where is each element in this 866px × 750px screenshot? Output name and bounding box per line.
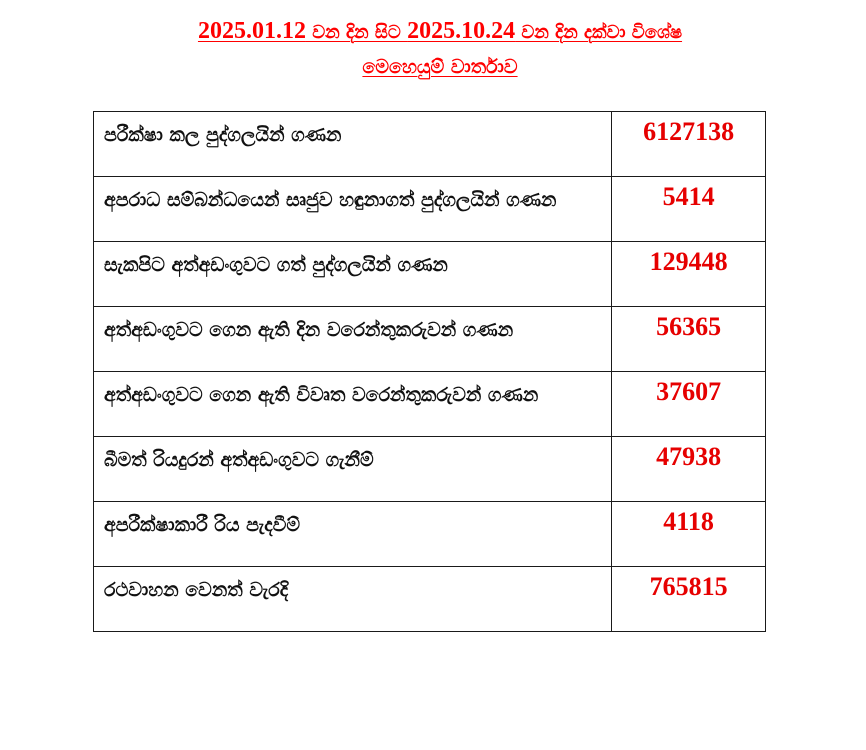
row-value: 129448 bbox=[612, 242, 766, 307]
row-value: 5414 bbox=[612, 177, 766, 242]
report-title bbox=[100, 14, 780, 84]
row-value: 56365 bbox=[612, 307, 766, 372]
table-row bbox=[94, 307, 766, 372]
title-text-2: වන දින දක්වා විශේෂ bbox=[515, 22, 683, 43]
report-title-line-2: මෙහෙයුම් වාර්තාව bbox=[362, 56, 518, 78]
statistics-table bbox=[93, 111, 766, 632]
table-row bbox=[94, 177, 766, 242]
title-text-1: වන දින සිට bbox=[305, 22, 408, 43]
table-row bbox=[94, 372, 766, 437]
row-label: සැකපිට අත්අඩංගුවට ගත් පුද්ගලයින් ගණන bbox=[94, 242, 612, 307]
row-label: අත්අඩංගුවට ගෙන ඇති දින වරෙන්තුකරුවන් ගණන bbox=[94, 307, 612, 372]
row-value: 6127138 bbox=[612, 112, 766, 177]
date-from: 2025.01.12 bbox=[197, 18, 306, 44]
row-label: අපරාධ සම්බන්ධයෙන් සෘජුව හඳුනාගත් පුද්ගලයින් ගණන bbox=[94, 177, 612, 242]
table-row bbox=[94, 242, 766, 307]
date-to: 2025.10.24 bbox=[407, 18, 516, 44]
row-value: 765815 bbox=[612, 567, 766, 632]
table-row bbox=[94, 567, 766, 632]
row-value: 47938 bbox=[612, 437, 766, 502]
row-label: අපරීක්ෂාකාරී රිය පැදවීම් bbox=[94, 502, 612, 567]
row-label: අත්අඩංගුවට ගෙන ඇති විවෘත වරෙන්තුකරුවන් ගණන bbox=[94, 372, 612, 437]
row-label: රථවාහන වෙනත් වැරදි bbox=[94, 567, 612, 632]
report-title-line-1 bbox=[100, 14, 780, 50]
table-row bbox=[94, 437, 766, 502]
row-value: 4118 bbox=[612, 502, 766, 567]
table-row bbox=[94, 112, 766, 177]
table-row bbox=[94, 502, 766, 567]
row-value: 37607 bbox=[612, 372, 766, 437]
row-label: පරීක්ෂා කල පුද්ගලයින් ගණන bbox=[94, 112, 612, 177]
row-label: බීමත් රියදුරන් අත්අඩංගුවට ගැනීම් bbox=[94, 437, 612, 502]
